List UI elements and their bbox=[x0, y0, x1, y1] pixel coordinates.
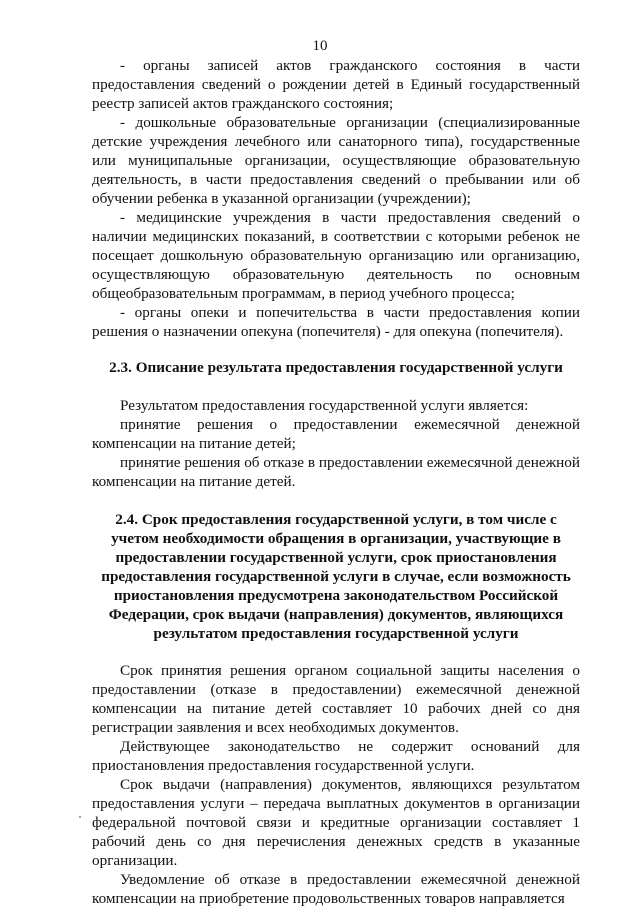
paragraph-guardianship-bodies: - органы опеки и попечительства в части предоставления копии решения о назначении опекуна (попечителя) - для опекуна (попечителя). bbox=[92, 304, 580, 340]
paragraph-no-suspension: Действующее законодательство не содержит оснований для приостановления предоставления государственной услуги. bbox=[92, 738, 580, 774]
paragraph-preschool-organizations: - дошкольные образовательные организации (специализированные детские учреждения лечебного или санаторного типа), государственные или муниципальные организации, осуществляющие образовательную деятельность, в части предоставления сведений о пребывании или об обучении ребенка в указанной организации (учреждении); bbox=[92, 114, 580, 207]
paragraph-registry-offices: - органы записей актов гражданского состояния в части предоставления сведений о рождении детей в Единый государственный реестр записей актов гражданского состояния; bbox=[92, 57, 580, 112]
paragraph-result-intro: Результатом предоставления государственной услуги является: bbox=[120, 397, 529, 414]
paragraph-result-refusal: принятие решения об отказе в предоставлении ежемесячной денежной компенсации на питание детей. bbox=[92, 454, 580, 490]
paragraph-medical-institutions: - медицинские учреждения в части предоставления сведений о наличии медицинских показаний, в соответствии с которыми ребенок не посещает дошкольную образовательную организацию или организацию, осуществляющую образовательную деятельность по основным общеобразовательным программам, в период учебного процесса; bbox=[92, 209, 580, 302]
paragraph-decision-term: Срок принятия решения органом социальной защиты населения о предоставлении (отказе в предоставлении) ежемесячной денежной компенсации на питание детей составляет 10 рабочих дней со дня регистрации заявления и всех необходимых документов. bbox=[92, 662, 580, 736]
section-heading-2-4: 2.4. Срок предоставления государственной услуги, в том числе с учетом необходимости обращения в организации, участвующие в предоставлении государственной услуги, срок приостановления предоставления государственной услуги в случае, если возможность приостановления предусмотрена законодательством Российской Федерации, срок выдачи (направления) документов, являющихся результатом предоставления государственной услуги bbox=[101, 511, 571, 642]
paragraph-refusal-notice: Уведомление об отказе в предоставлении ежемесячной денежной компенсации на приобретение продовольственных товаров направляется bbox=[92, 871, 580, 907]
paragraph-issuance-term: Срок выдачи (направления) документов, являющихся результатом предоставления услуги – передача выплатных документов в организации федеральной почтовой связи и кредитные организации составляет 1 рабочий день со дня перечисления денежных средств в указанные организации. bbox=[92, 776, 580, 869]
paragraph-result-grant: принятие решения о предоставлении ежемесячной денежной компенсации на питание детей; bbox=[92, 416, 580, 452]
document-body bbox=[92, 56, 580, 908]
margin-mark bbox=[79, 816, 81, 818]
page-number: 10 bbox=[312, 38, 328, 54]
section-heading-2-3: 2.3. Описание результата предоставления государственной услуги bbox=[109, 359, 563, 376]
